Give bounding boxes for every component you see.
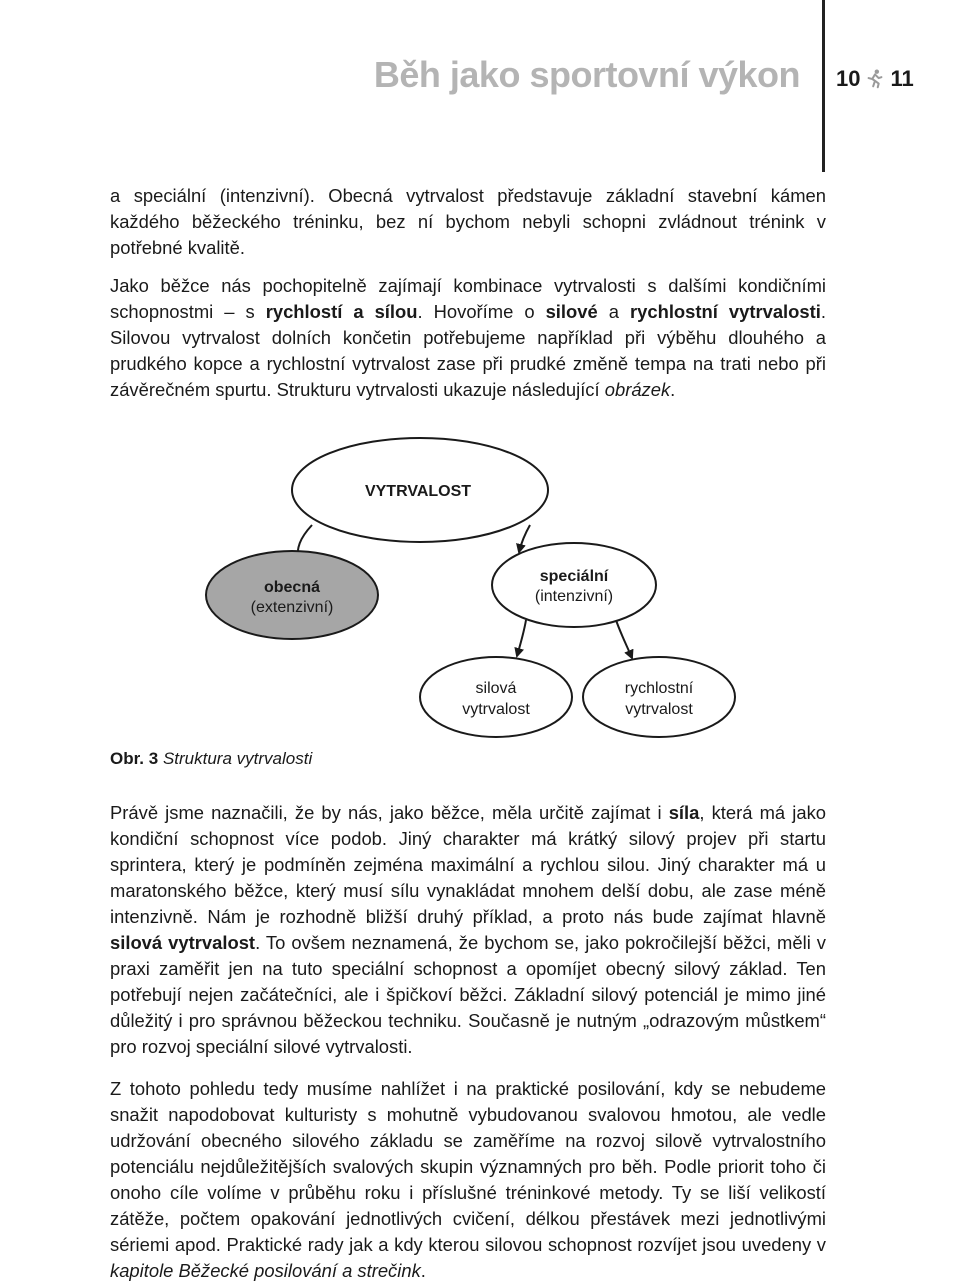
connector-special-speed: [616, 620, 632, 658]
page-number-right: 11: [890, 66, 914, 91]
p2-bold-1: rychlostí a sílou: [265, 301, 418, 322]
caption-number: 3: [148, 749, 159, 768]
node-speed-line1: rychlostní: [624, 680, 694, 697]
paragraph-3: [110, 800, 826, 1060]
running-head-title: Běh jako sportovní výkon: [373, 54, 800, 95]
p4-text-2: .: [420, 1260, 426, 1281]
p2-text-2: . Hovoříme o: [417, 301, 546, 322]
p2-bold-2: silové: [545, 301, 598, 322]
header-divider: [822, 0, 825, 172]
page-numbers: [836, 66, 914, 92]
node-speed: [583, 657, 735, 737]
node-special: [492, 543, 656, 627]
p3-bold-2: silová vytrvalost: [110, 932, 256, 953]
caption-text: Struktura vytrvalosti: [162, 749, 313, 768]
runner-icon: [864, 68, 886, 90]
paragraph-4: [110, 1076, 826, 1284]
p2-text-4: . Silovou vytrvalost dolních končetin potřebujeme například při výběhu dlouhého a prudkého kopce a rychlostní vytrvalost zase při prudké změně tempa na trati nebo při závěrečném spurtu. Strukturu vytrvalosti ukazuje následující: [110, 301, 826, 400]
node-speed-line2: vytrvalost: [625, 701, 693, 718]
figure-caption: [110, 749, 312, 769]
p2-text-1: Jako běžce nás pochopitelně zajímají kombinace vytrvalosti s dalšími kondičními schopnostmi – s: [110, 275, 826, 322]
endurance-structure-diagram: [0, 420, 960, 740]
p3-text-2: , která má jako kondiční schopnost více podob. Jiný charakter má krátký silový projev při startu sprintera, který je podmíněn zejména maximální a rychlou silou. Jiný charakter má u maratonského běžce, který musí sílu vynakládat mnohem delší dobu, ale zase méně intenzivně. Nám je rozhodně bližší druhý příklad, a proto nás bude zajímat hlavně: [110, 802, 827, 927]
p2-bold-3: rychlostní vytrvalosti: [629, 301, 821, 322]
paragraph-2: [110, 273, 826, 403]
p3-text-1: Právě jsme naznačili, že by nás, jako běžce, měla určitě zajímat i: [110, 802, 669, 823]
node-root-label: VYTRVALOST: [364, 483, 472, 500]
node-general-sub: (extenzivní): [250, 599, 334, 616]
page-number-left: 10: [836, 66, 861, 91]
p3-bold-1: síla: [668, 802, 700, 823]
p2-text-5: .: [670, 379, 676, 400]
node-strength-line2: vytrvalost: [462, 701, 530, 718]
node-special-title: speciální: [539, 568, 609, 585]
node-strength: [420, 657, 572, 737]
p2-text-3: a: [597, 301, 630, 322]
p3-text-3: . To ovšem neznamená, že bychom se, jako pokročilejší běžci, měli v praxi zaměřit jen na tuto speciální schopnost a opomíjet obecný silový základ. Ten potřebují nejen začátečníci, ale i špičkoví běžci. Základní silový potenciál je mimo jiné důležitý i pro správnou běžeckou techniku. Současně je nutným „odrazovým můstkem“ pro rozvoj speciální silové vytrvalosti.: [110, 932, 826, 1057]
node-general-title: obecná: [263, 579, 321, 596]
connector-special-strength: [517, 620, 526, 656]
caption-label: Obr.: [110, 749, 145, 768]
paragraph-1: a speciální (intenzivní). Obecná vytrvalost představuje základní stavební kámen každého běžeckého tréninku, bez ní bychom nebyli schopni zvládnout trénink v potřebné kvalitě.: [110, 185, 826, 258]
p4-text-1: Z tohoto pohledu tedy musíme nahlížet i na praktické posilování, kdy se nebudeme snažit napodobovat kulturisty s mohutně vybudovanou svalovou hmotou, ale vedle udržování obecného silového základu se zaměříme na rozvoj silově vytrvalostního potenciálu nejdůležitějších svalových skupin významných pro běh. Podle priorit toho či onoho cíle volíme v průběhu roku i příslušné tréninkové metody. Ty se liší velikostí zátěže, počtem opakování jednotlivých cvičení, délkou přestávek mezi jednotlivými sériemi apod. Praktické rady jak a kdy kterou silovou schopnost rozvíjet jsou uvedeny v: [110, 1078, 826, 1255]
node-strength-line1: silová: [475, 680, 517, 697]
p4-italic-1: kapitole Běžecké posilování a strečink: [110, 1260, 421, 1281]
connector-root-special: [519, 525, 530, 552]
p2-italic-1: obrázek: [604, 379, 671, 400]
node-special-sub: (intenzivní): [534, 588, 614, 605]
